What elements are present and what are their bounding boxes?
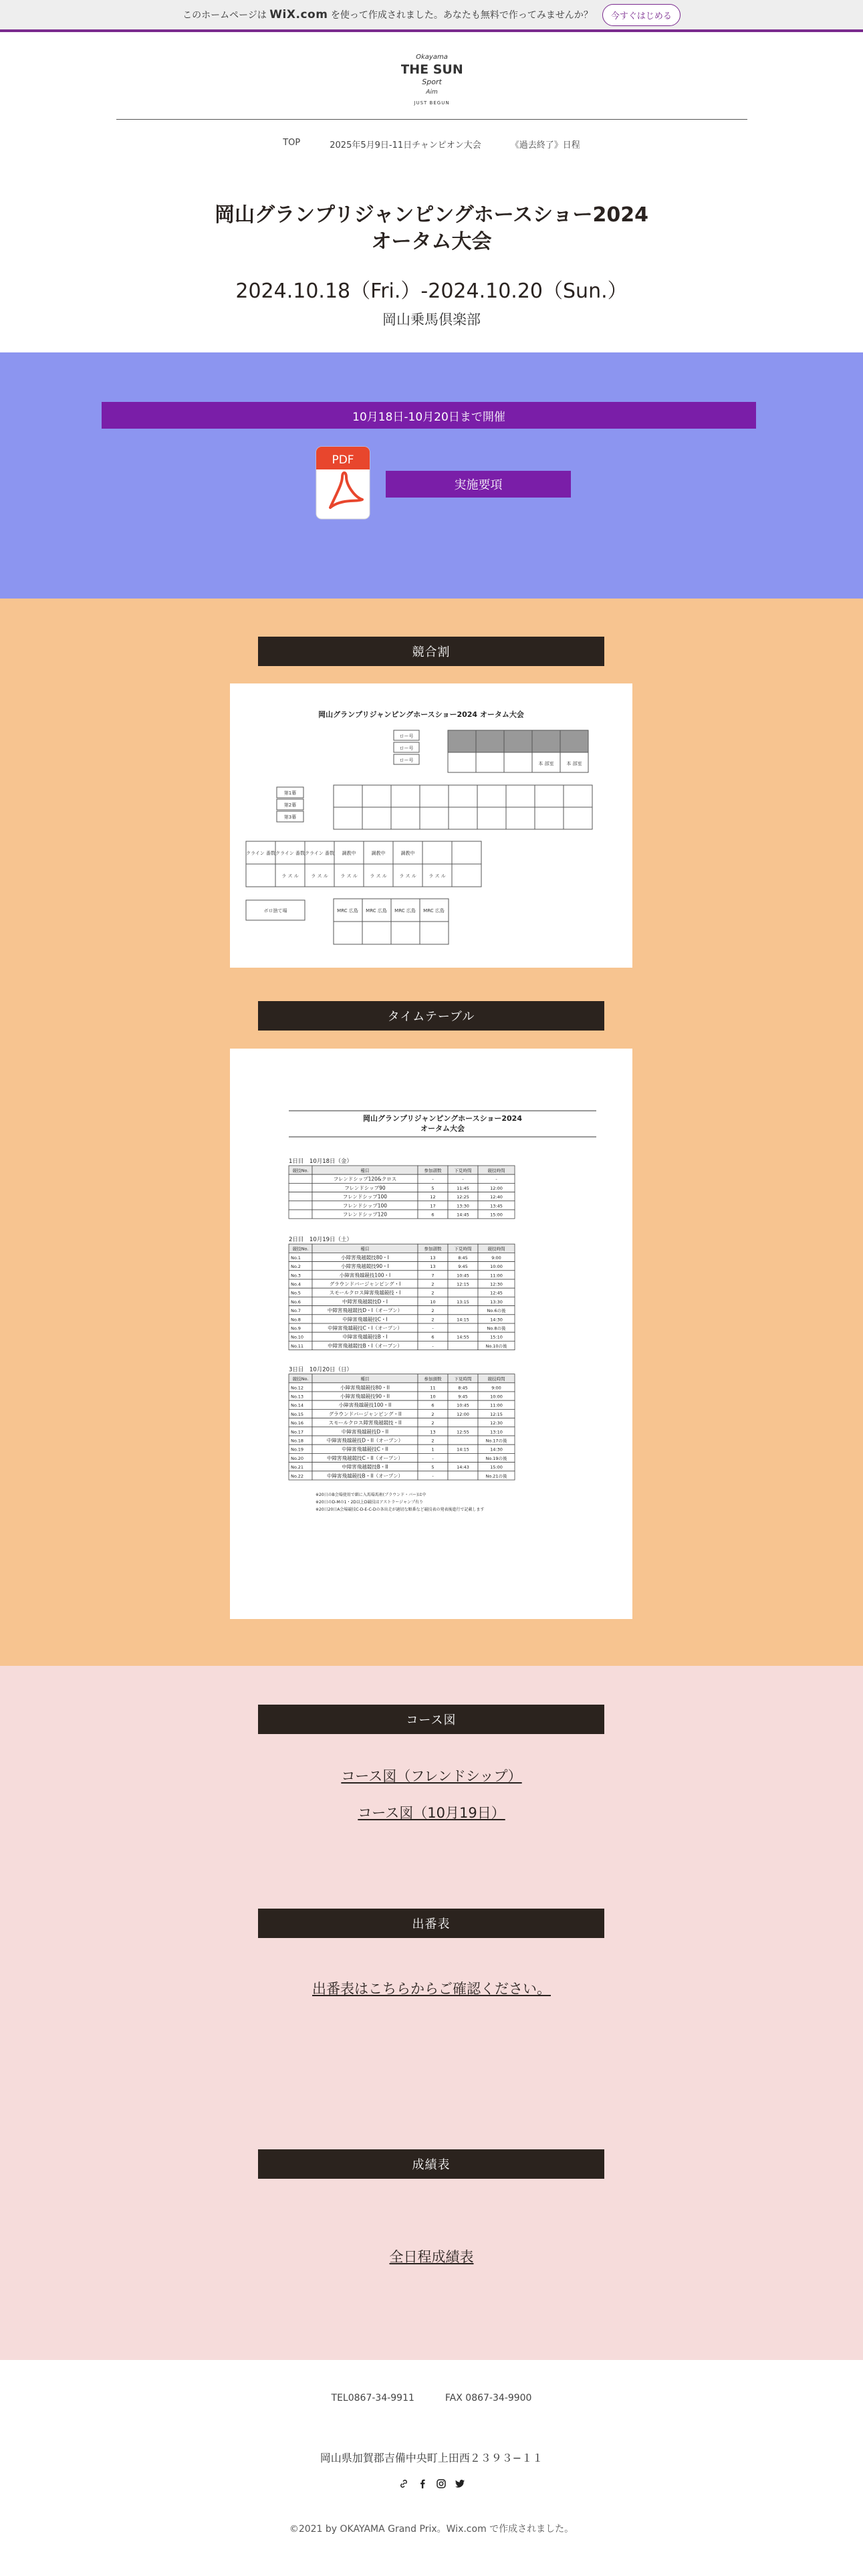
event-dates: 2024.10.18（Fri.）-2024.10.20（Sun.）: [235, 280, 628, 303]
section-header-seiseki: 成績表: [258, 2149, 604, 2179]
table-row-cell: 17: [430, 1203, 436, 1209]
table-header: 参加頭数: [424, 1246, 442, 1252]
table-row-cell: No.19の後: [485, 1455, 507, 1461]
table-row-cell: No.1: [291, 1255, 301, 1261]
table-row-cell: 11:00: [490, 1273, 503, 1279]
table-row-cell: 中障害飛越競技B・I: [342, 1333, 388, 1340]
table-row-cell: 9:00: [491, 1255, 501, 1261]
group-value: ラ ス ル: [428, 873, 446, 879]
table-row-cell: 2: [431, 1290, 435, 1296]
table-row-cell: 12:55: [457, 1429, 469, 1435]
main-nav: [0, 138, 863, 150]
table-row-cell: 14:15: [457, 1446, 469, 1453]
stable-map-svg: [230, 683, 632, 968]
table-cell: [448, 1288, 478, 1297]
table-row-cell: 小障害飛越競技90・II: [340, 1393, 390, 1400]
table-row-cell: 6: [431, 1402, 435, 1408]
table-row-cell: No.22: [291, 1473, 304, 1479]
table-row-cell: 5: [431, 1185, 435, 1191]
table-row-cell: No.6: [291, 1299, 301, 1305]
stable-map-title: 岡山グランプリジャンピングホースショー2024 オータム大会: [318, 710, 524, 719]
table-row-cell: 12:00: [457, 1411, 469, 1417]
table-row-cell: 15:00: [490, 1212, 503, 1218]
page-title: [0, 202, 863, 255]
logo-text-5: JUST BEGUN: [414, 100, 450, 106]
timetable-title-1: 岡山グランプリジャンピングホースショー2024: [363, 1114, 522, 1123]
table-header: 競技No.: [292, 1376, 309, 1382]
table-row-cell: 小障害飛越競技80・I: [341, 1254, 389, 1261]
social-bar: [393, 2478, 471, 2494]
table-row-cell: No.14: [291, 1402, 304, 1408]
table-row-cell: No.8の後: [487, 1325, 506, 1331]
table-header: 種目: [360, 1246, 370, 1252]
course-link-oct19[interactable]: コース図（10月19日）: [358, 1805, 505, 1821]
table-row-cell: 10: [430, 1394, 436, 1400]
pdf-label: PDF: [332, 453, 354, 467]
row-label: 第1幕: [283, 790, 297, 796]
table-row-cell: 12:15: [457, 1281, 469, 1287]
table-row-cell: No.11: [291, 1343, 304, 1349]
table-row-cell: 10: [430, 1299, 436, 1305]
timetable-svg: [230, 1049, 632, 1619]
facebook-icon[interactable]: [417, 2478, 428, 2489]
stall-label: ロー号: [399, 758, 414, 763]
table-row-cell: 15:10: [490, 1334, 503, 1340]
seiseki-link[interactable]: 全日程成績表: [389, 2249, 474, 2265]
wix-logo[interactable]: WiX.com: [269, 8, 328, 21]
twitter-icon[interactable]: [455, 2478, 465, 2489]
table-row-cell: 10:45: [457, 1402, 469, 1408]
group-value: ラ ス ル: [281, 873, 299, 879]
table-row-cell: フレンドシップ120&クロス: [333, 1176, 397, 1182]
timetable-note: ※20日のB会場使用で細に入馬場馬術(ブラウンド・バー)は中: [316, 1493, 426, 1497]
table-row-cell: スモールクロス障害飛越競技・II: [328, 1420, 402, 1426]
group-value: ラ ス ル: [340, 873, 358, 879]
table-row-cell: 中障害飛越競技D・I（オープン）: [327, 1307, 403, 1314]
group-label: 調教中: [400, 851, 415, 856]
table-row-cell: フレンドシップ100: [342, 1202, 388, 1209]
mrc-label: MRC 広島: [366, 908, 387, 914]
notice-banner: 10月18日-10月20日まで開催: [102, 402, 756, 429]
site-logo[interactable]: [401, 48, 463, 110]
group-label: クライン 番数: [304, 851, 335, 856]
section-header-timetable: タイムテーブル: [258, 1001, 604, 1031]
table-row-cell: 7: [431, 1273, 435, 1279]
table-row-cell: No.9: [291, 1325, 301, 1331]
title-line-1: 岡山グランプリジャンピングホースショー2024: [215, 203, 648, 227]
row-label: 第2幕: [283, 802, 297, 808]
table-row-cell: 小障害飛越競技100・I: [339, 1272, 391, 1279]
table-cell: [448, 1471, 478, 1480]
table-row-cell: No.17の後: [485, 1438, 507, 1444]
table-row-cell: 9:45: [458, 1394, 468, 1400]
table-row-cell: No.16: [291, 1420, 304, 1426]
table-row-cell: No.4: [291, 1281, 301, 1287]
timetable-note: ※20日のD-Mの1・2D以上D競技はアストラージャンプ有り: [316, 1500, 424, 1505]
table-row-cell: 2: [431, 1317, 435, 1323]
mrc-label: MRC 広島: [423, 908, 445, 914]
table-row-cell: 12:00: [490, 1185, 503, 1191]
nav-item-top[interactable]: TOP: [283, 138, 301, 148]
table-row-cell: No.21の後: [485, 1473, 507, 1479]
timetable-note: ※20日20日A会場競技C-D-E-C-Dの各出走が適切な順番など競技表の発表後進行で記載します: [316, 1507, 485, 1512]
table-row-cell: グラウンドバージャンピング・I: [329, 1281, 401, 1287]
group-label: 調教中: [371, 851, 386, 856]
table-cell: [448, 1341, 478, 1350]
table-row-cell: No.6の後: [487, 1308, 506, 1314]
footer-contact: [0, 2393, 863, 2403]
section-header-course: コース図: [258, 1705, 604, 1734]
table-cell: [289, 1174, 312, 1183]
event-venue: 岡山乗馬倶楽部: [382, 312, 481, 328]
group-label: クライン 番数: [275, 851, 305, 856]
footer-copyright: ©2021 by OKAYAMA Grand Prix。Wix.com で作成されました。: [289, 2524, 574, 2535]
mrc-label: MRC 広島: [337, 908, 358, 914]
table-row-cell: 中障害飛越競技C・II: [342, 1446, 388, 1453]
logo-text-2: THE SUN: [401, 62, 463, 77]
boro-label: ボロ捨て場: [263, 908, 287, 914]
link-icon[interactable]: [398, 2478, 409, 2489]
logo-text-1: Okayama: [416, 53, 448, 61]
table-cell: [448, 1306, 478, 1315]
table-row-cell: フレンドシップ120: [342, 1211, 388, 1218]
table-row-cell: 11:00: [490, 1402, 503, 1408]
table-row-cell: No.21: [291, 1465, 304, 1471]
group-value: ラ ス ル: [370, 873, 387, 879]
instagram-icon[interactable]: [436, 2478, 447, 2489]
table-cell: [289, 1201, 312, 1210]
timetable-title-2: オータム大会: [420, 1124, 465, 1133]
table-row-cell: 12:25: [457, 1194, 469, 1200]
table-row-cell: 14:15: [457, 1317, 469, 1323]
table-row-cell: 小障害飛越競技90・I: [341, 1263, 389, 1270]
nav-item-champion[interactable]: 2025年5月9日-11日チャンピオン大会: [330, 140, 481, 150]
table-row-cell: 13:45: [490, 1203, 503, 1209]
row-label: 第3幕: [283, 815, 297, 820]
table-row-cell: 中障害飛越競技B・II（オープン）: [327, 1473, 403, 1479]
table-row-cell: 2: [431, 1308, 435, 1314]
group-value: ラ ス ル: [311, 873, 328, 879]
table-row-cell: 10:00: [490, 1394, 503, 1400]
table-row-cell: 中障害飛越競技B・II: [342, 1464, 388, 1471]
table-header: 下見時間: [454, 1246, 472, 1252]
table-row-cell: 13:30: [490, 1299, 503, 1305]
table-row-cell: 中障害飛越競技C・II（オープン）: [327, 1455, 403, 1461]
table-row-cell: -: [432, 1176, 434, 1182]
footer-fax: FAX 0867-34-9900: [445, 2393, 532, 2403]
wix-banner: [0, 0, 863, 32]
table-cell: [448, 1453, 478, 1462]
table-header: 種目: [360, 1376, 370, 1382]
stall-label: ロー号: [399, 746, 414, 751]
table-row-cell: フレンドシップ90: [344, 1184, 386, 1191]
start-now-button[interactable]: 今すぐはじめる: [602, 4, 681, 26]
table-row-cell: -: [462, 1176, 464, 1182]
table-header: 競技時間: [487, 1376, 505, 1382]
table-header: 下見時間: [454, 1168, 472, 1174]
table-cell: [448, 1418, 478, 1427]
table-row-cell: 12:45: [490, 1290, 503, 1296]
table-row-cell: 中障害飛越競技C・I（オープン）: [328, 1325, 402, 1331]
table-row-cell: 10:45: [457, 1273, 469, 1279]
table-row-cell: フレンドシップ100: [342, 1194, 388, 1200]
table-row-cell: 小障害飛越競技80・II: [340, 1384, 390, 1391]
logo-text-4: Aim: [426, 89, 438, 96]
table-row-cell: 11: [430, 1385, 436, 1391]
table-row-cell: 13: [430, 1264, 436, 1270]
table-row-cell: 中障害飛越競技C・I: [342, 1316, 388, 1323]
wix-banner-text: このホームページは WiX.com を使って作成されました。あなたも無料で作ってみませんか？: [182, 8, 593, 21]
table-row-cell: グラウンドバージャンピング・II: [328, 1410, 402, 1417]
group-label: クライン 番数: [245, 851, 276, 856]
table-row-cell: 11:45: [457, 1185, 469, 1191]
table-row-cell: No.3: [291, 1273, 301, 1279]
table-row-cell: 13:15: [457, 1299, 469, 1305]
table-cell: [289, 1210, 312, 1218]
table-row-cell: 6: [431, 1334, 435, 1340]
table-row-cell: 中障害飛越競技B・I（オープン）: [328, 1342, 402, 1349]
table-row-cell: 15:00: [490, 1465, 503, 1471]
table-cell: [289, 1183, 312, 1192]
table-row-cell: 14:45: [457, 1212, 469, 1218]
footer-address: 岡山県加賀郡吉備中央町上田西２３９３−１１: [320, 2452, 543, 2464]
table-row-cell: スモールクロス障害飛越競技・I: [329, 1289, 401, 1296]
table-row-cell: 9:45: [458, 1264, 468, 1270]
table-row-cell: 2: [431, 1420, 435, 1426]
table-header: 競技時間: [487, 1168, 505, 1174]
table-row-cell: 中障害飛越競技D・II: [341, 1428, 389, 1435]
table-row-cell: No.18: [291, 1438, 304, 1444]
hq-label: 本 部室: [538, 761, 554, 766]
table-row-cell: No.10の後: [485, 1343, 507, 1349]
table-row-cell: 2: [431, 1411, 435, 1417]
table-header: 参加頭数: [424, 1376, 442, 1382]
table-row-cell: 9:00: [491, 1385, 501, 1391]
table-row-cell: 1: [431, 1446, 435, 1453]
section-header-shukusha: 競合割: [258, 637, 604, 666]
group-label: 調教中: [342, 851, 356, 856]
table-row-cell: 14:30: [490, 1446, 503, 1453]
table-row-cell: No.8: [291, 1317, 301, 1323]
shutsuban-link[interactable]: 出番表はこちらからご確認ください。: [312, 1981, 551, 1997]
table-row-cell: No.2: [291, 1264, 301, 1270]
stall-label: ロー号: [399, 734, 414, 739]
table-header: 競技No.: [292, 1168, 309, 1174]
footer-tel: TEL0867-34-9911: [331, 2393, 414, 2403]
table-row-cell: No.20: [291, 1455, 304, 1461]
table-row-cell: No.19: [291, 1446, 304, 1453]
table-header: 下見時間: [454, 1376, 472, 1382]
table-row-cell: -: [432, 1343, 434, 1349]
table-row-cell: 2: [431, 1281, 435, 1287]
table-row-cell: 12:15: [490, 1411, 503, 1417]
table-header: 競技時間: [487, 1246, 505, 1252]
table-row-cell: No.5: [291, 1290, 301, 1296]
table-header: 種目: [360, 1168, 370, 1174]
day-label: 1日目 10月18日（金）: [289, 1158, 353, 1165]
table-row-cell: -: [432, 1473, 434, 1479]
stable-map-image[interactable]: [230, 683, 632, 968]
table-row-cell: 中障害飛越競技D・II（オープン）: [326, 1437, 404, 1444]
table-header: 参加頭数: [424, 1168, 442, 1174]
table-cell: [448, 1323, 478, 1332]
pdf-icon[interactable]: [316, 446, 370, 520]
table-row-cell: 12: [430, 1194, 436, 1200]
table-row-cell: No.15: [291, 1411, 304, 1417]
timetable-image[interactable]: [230, 1049, 632, 1619]
day-label: 3日目 10月20日（日）: [289, 1366, 353, 1374]
table-row-cell: 12:40: [490, 1194, 503, 1200]
table-row-cell: 14:30: [490, 1317, 503, 1323]
day-label: 2日目 10月19日（土）: [289, 1237, 353, 1244]
nav-item-past[interactable]: 《過去終了》日程: [510, 140, 580, 150]
group-value: ラ ス ル: [399, 873, 416, 879]
table-row-cell: 13:10: [490, 1429, 503, 1435]
table-row-cell: 12:30: [490, 1281, 503, 1287]
table-row-cell: 8:45: [458, 1385, 468, 1391]
table-row-cell: No.13: [291, 1394, 304, 1400]
table-row-cell: 13: [430, 1255, 436, 1261]
table-row-cell: 12:30: [490, 1420, 503, 1426]
table-cell: [448, 1436, 478, 1444]
jisshi-button[interactable]: 実施要項: [386, 471, 571, 498]
table-cell: [289, 1192, 312, 1201]
section-header-shutsuban: 出番表: [258, 1909, 604, 1938]
table-row-cell: 2: [431, 1438, 435, 1444]
table-row-cell: 5: [431, 1465, 435, 1471]
logo-text-3: Sport: [422, 78, 442, 86]
table-row-cell: No.7: [291, 1308, 301, 1314]
table-row-cell: No.17: [291, 1429, 304, 1435]
table-row-cell: -: [432, 1325, 434, 1331]
table-row-cell: No.12: [291, 1385, 304, 1391]
title-line-2: オータム大会: [371, 230, 492, 253]
table-row-cell: 13:30: [457, 1203, 469, 1209]
header-divider: [116, 119, 747, 120]
table-row-cell: No.10: [291, 1334, 304, 1340]
table-row-cell: 10:00: [490, 1264, 503, 1270]
table-row-cell: 8:45: [458, 1255, 468, 1261]
table-header: 競技No.: [292, 1246, 309, 1252]
mrc-label: MRC 広島: [394, 908, 416, 914]
table-row-cell: 14:43: [457, 1465, 469, 1471]
table-row-cell: 13: [430, 1429, 436, 1435]
table-row-cell: -: [432, 1455, 434, 1461]
table-row-cell: -: [495, 1176, 497, 1182]
table-row-cell: 6: [431, 1212, 435, 1218]
hq-label: 本 部室: [566, 761, 582, 766]
table-row-cell: 中障害飛越競技D・I: [342, 1298, 388, 1305]
table-row-cell: 14:55: [457, 1334, 469, 1340]
table-row-cell: 小障害飛越競技100・II: [338, 1402, 392, 1408]
course-link-friendship[interactable]: コース図（フレンドシップ）: [341, 1768, 522, 1784]
